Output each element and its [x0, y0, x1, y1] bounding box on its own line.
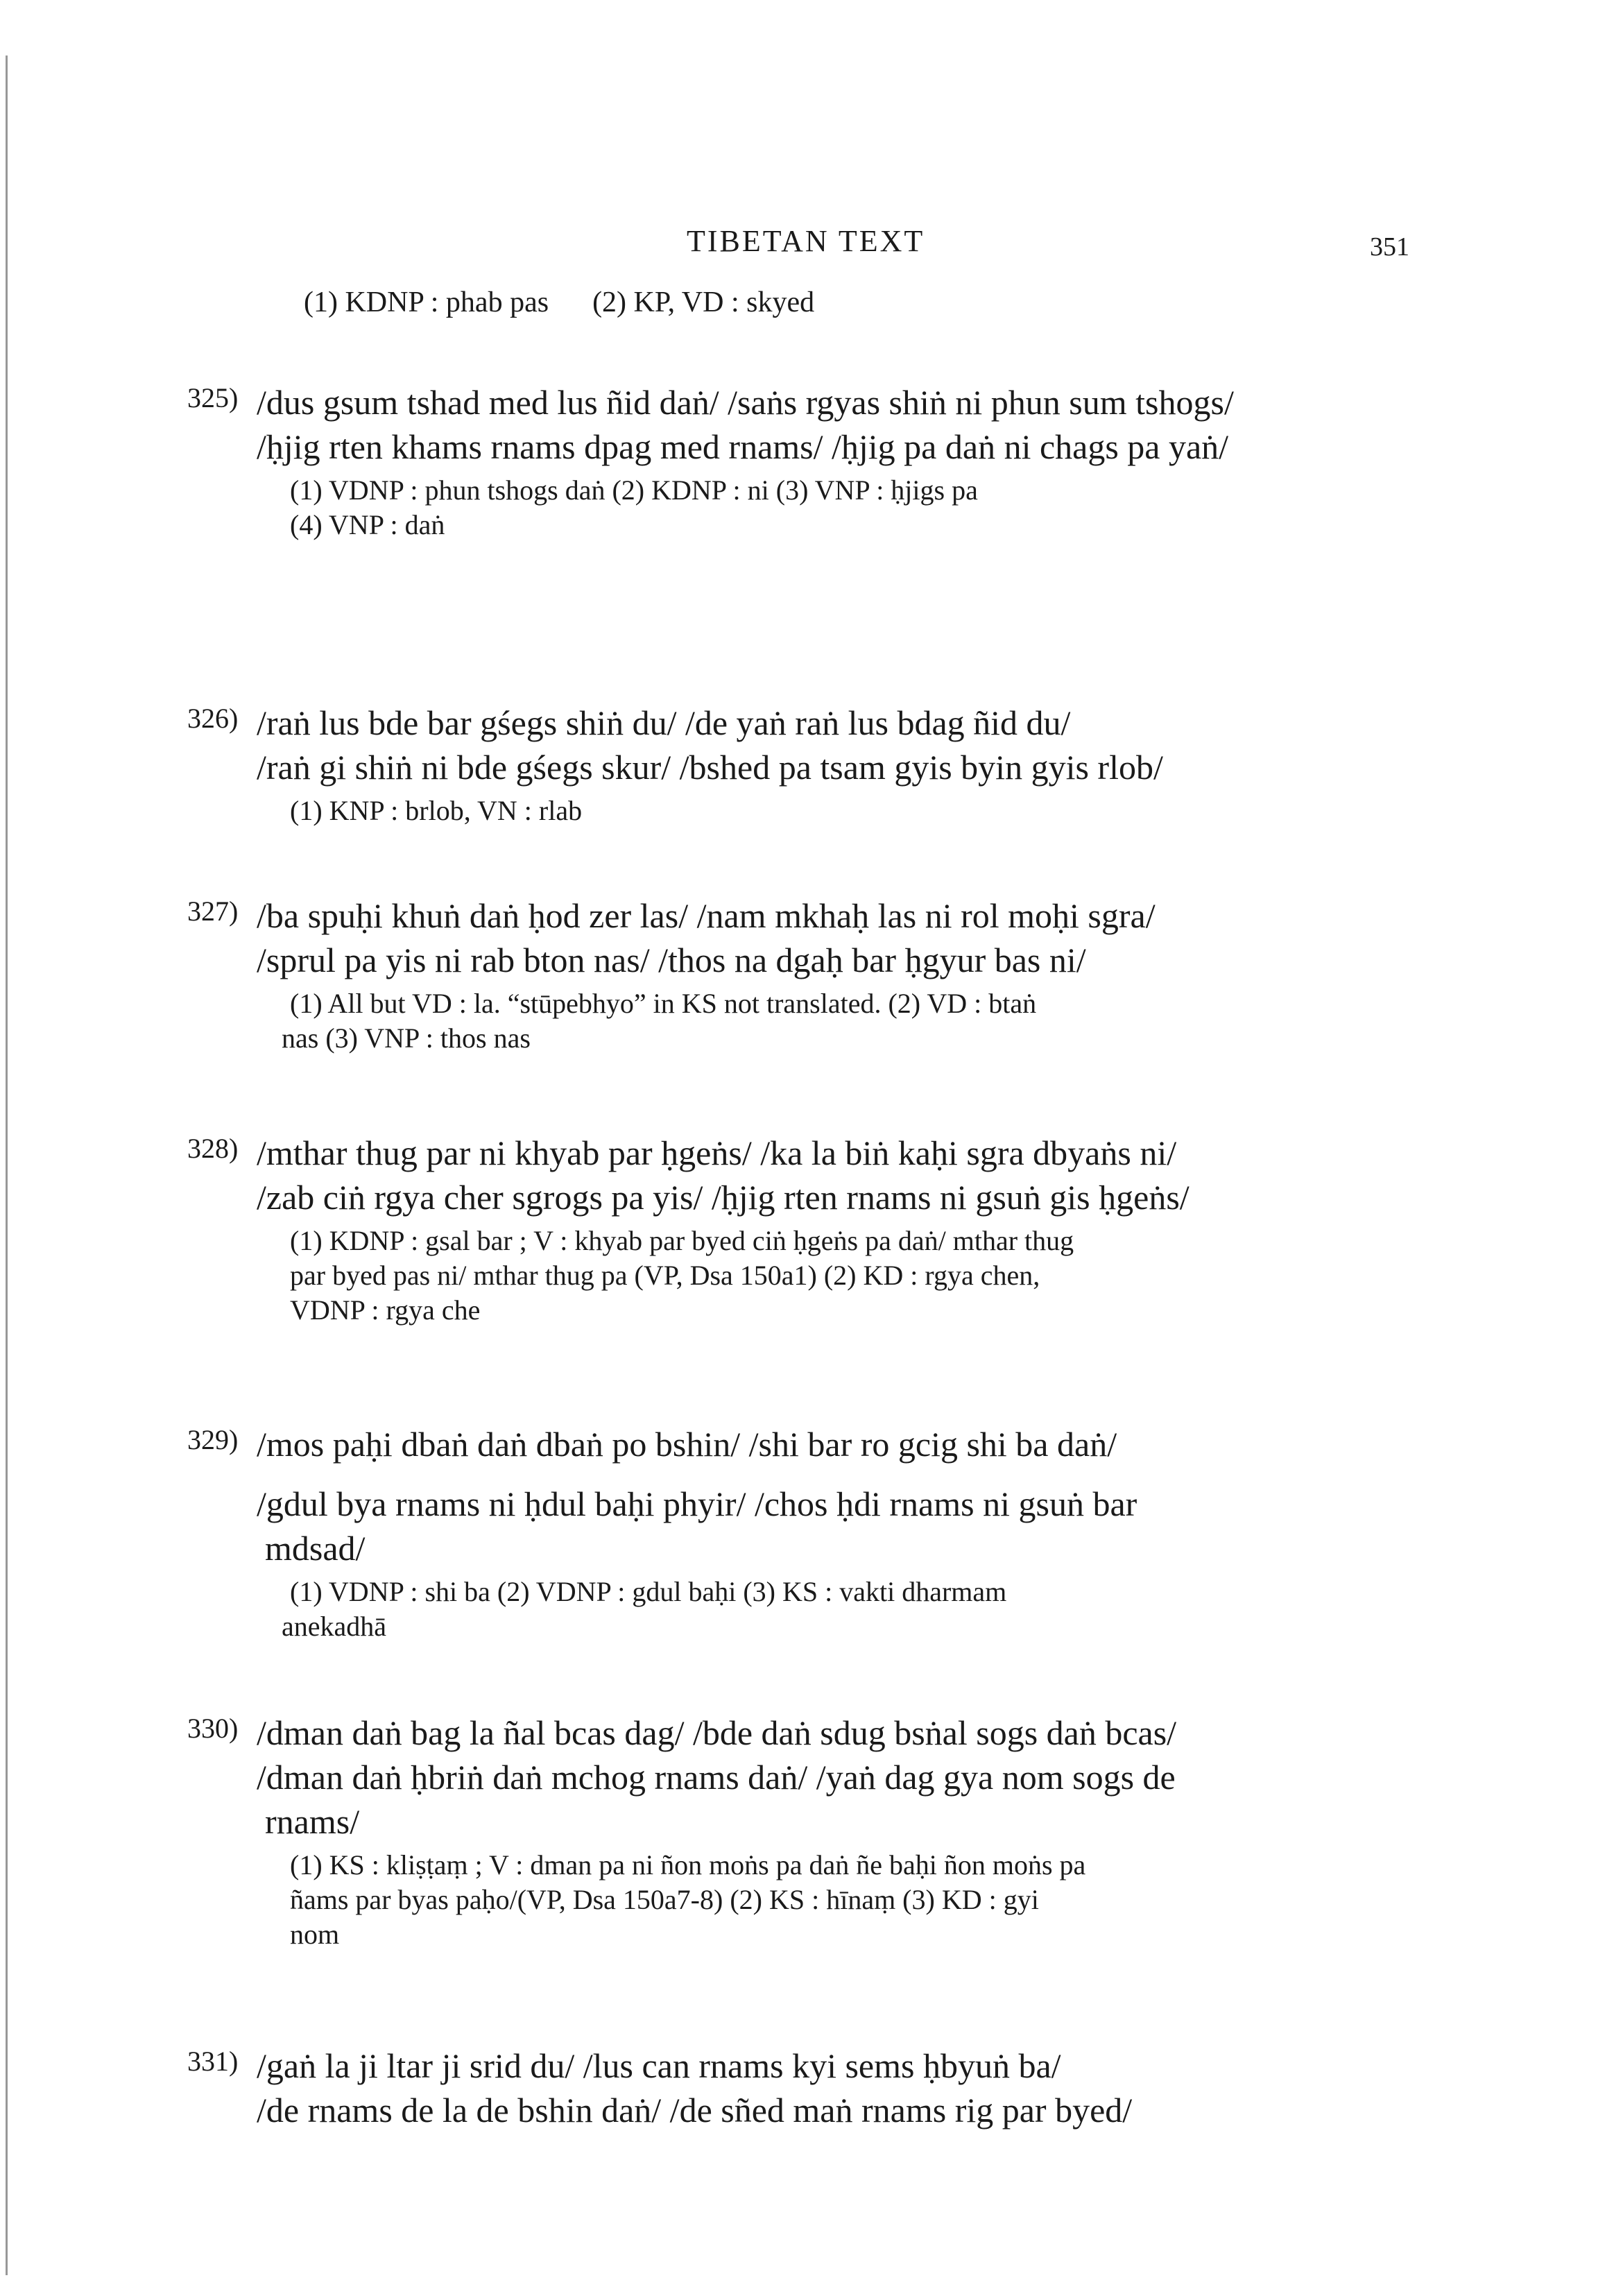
- verse-line: /mos paḥi dbaṅ daṅ dbaṅ po bshin/ /shi bar ro gcig shi ba daṅ/: [257, 1425, 1117, 1464]
- verse-line: /mthar thug par ni khyab par ḥgeṅs/ /ka la biṅ kaḥi sgra dbyaṅs ni/: [257, 1133, 1177, 1172]
- verse-327: [187, 893, 1422, 1056]
- verse-line: /raṅ gi shiṅ ni bde gśegs skur/ /bshed pa tsam gyis byin gyis rlob/: [257, 748, 1163, 787]
- verse-line: /gdul bya rnams ni ḥdul baḥi phyir/ /chos ḥdi rnams ni gsuṅ bar: [257, 1484, 1137, 1523]
- verse-number: 331): [187, 2046, 239, 2077]
- page-binding-edge: [6, 55, 8, 2275]
- verse-number: 328): [187, 1133, 239, 1164]
- verse-line: /dman daṅ ḥbriṅ daṅ mchog rnams daṅ/ /yaṅ dag gya nom sogs de: [257, 1758, 1176, 1797]
- verse-number: 329): [187, 1424, 239, 1455]
- verse-line: /raṅ lus bde bar gśegs shiṅ du/ /de yaṅ raṅ lus bdag ñid du/: [257, 703, 1071, 742]
- verse-footnotes: [290, 1848, 1422, 1952]
- verse-footnotes: [290, 794, 1422, 828]
- verse-326: [187, 701, 1422, 828]
- page-number: 351: [1370, 232, 1409, 262]
- verse-line: /ba spuḥi khuṅ daṅ ḥod zer las/ /nam mkhaḥ las ni rol moḥi sgra/: [257, 896, 1156, 935]
- verse-line: /dman daṅ bag la ñal bcas dag/ /bde daṅ sdug bsṅal sogs daṅ bcas/: [257, 1713, 1177, 1752]
- footnote-line: (1) VDNP : shi ba (2) VDNP : gdul baḥi (3) KS : vakti dharmam: [290, 1576, 1007, 1607]
- verse-328: [187, 1131, 1422, 1328]
- verse-footnotes: [282, 986, 1422, 1056]
- verse-number: 326): [187, 703, 239, 734]
- carryover-footnotes: (1) KDNP : phab pas (2) KP, VD : skyed: [304, 286, 815, 318]
- verse-325: [187, 380, 1422, 542]
- footnote-line: (1) VDNP : phun tshogs daṅ (2) KDNP : ni (3) VNP : ḥjigs pa: [290, 474, 978, 506]
- footnote-line: (1) KNP : brlob, VN : rlab: [290, 795, 583, 826]
- verse-331: [187, 2044, 1422, 2132]
- verse-line: /sprul pa yis ni rab bton nas/ /thos na dgaḥ bar ḥgyur bas ni/: [257, 941, 1086, 979]
- verse-number: 327): [187, 896, 239, 927]
- verse-330: [187, 1711, 1422, 1952]
- verse-line: /de rnams de la de bshin daṅ/ /de sñed maṅ rnams rig par byed/: [257, 2091, 1133, 2130]
- verse-329: [187, 1422, 1422, 1644]
- footnote-line: par byed pas ni/ mthar thug pa (VP, Dsa 150a1) (2) KD : rgya chen,: [290, 1260, 1040, 1291]
- footnote-line: anekadhā: [282, 1611, 387, 1642]
- verse-number: 325): [187, 382, 239, 413]
- verse-line: mdsad/: [265, 1529, 366, 1568]
- page-header: [0, 223, 1623, 272]
- footnote-line: VDNP : rgya che: [290, 1294, 481, 1326]
- footnote-line: (4) VNP : daṅ: [290, 509, 445, 540]
- footnote-line: (1) KDNP : gsal bar ; V : khyab par byed ciṅ ḥgeṅs pa daṅ/ mthar thug: [290, 1225, 1074, 1256]
- verse-footnotes: [282, 1575, 1422, 1644]
- verse-footnotes: [290, 473, 1422, 542]
- verse-line: /dus gsum tshad med lus ñid daṅ/ /saṅs rgyas shiṅ ni phun sum tshogs/: [257, 383, 1234, 422]
- verse-line: /gaṅ la ji ltar ji srid du/ /lus can rnams kyi sems ḥbyuṅ ba/: [257, 2046, 1061, 2085]
- verse-line: /zab ciṅ rgya cher sgrogs pa yis/ /ḥjig rten rnams ni gsuṅ gis ḥgeṅs/: [257, 1178, 1190, 1217]
- footnote-line: (1) All but VD : la. “stūpebhyo” in KS not translated. (2) VD : btaṅ: [290, 988, 1037, 1019]
- verse-line: rnams/: [265, 1802, 360, 1841]
- verse-line: /ḥjig rten khams rnams dpag med rnams/ /ḥjig pa daṅ ni chags pa yaṅ/: [257, 427, 1229, 466]
- verse-footnotes: [290, 1224, 1422, 1328]
- footnote-line: nas (3) VNP : thos nas: [282, 1022, 531, 1054]
- verse-number: 330): [187, 1713, 239, 1744]
- running-title: TIBETAN TEXT: [687, 224, 925, 258]
- footnote-line: (1) KS : kliṣṭaṃ ; V : dman pa ni ñon moṅs pa daṅ ñe baḥi ñon moṅs pa: [290, 1849, 1086, 1881]
- footnote-line: nom: [290, 1919, 340, 1950]
- footnote-line: ñams par byas paḥo/(VP, Dsa 150a7-8) (2) KS : hīnaṃ (3) KD : gyi: [290, 1884, 1039, 1915]
